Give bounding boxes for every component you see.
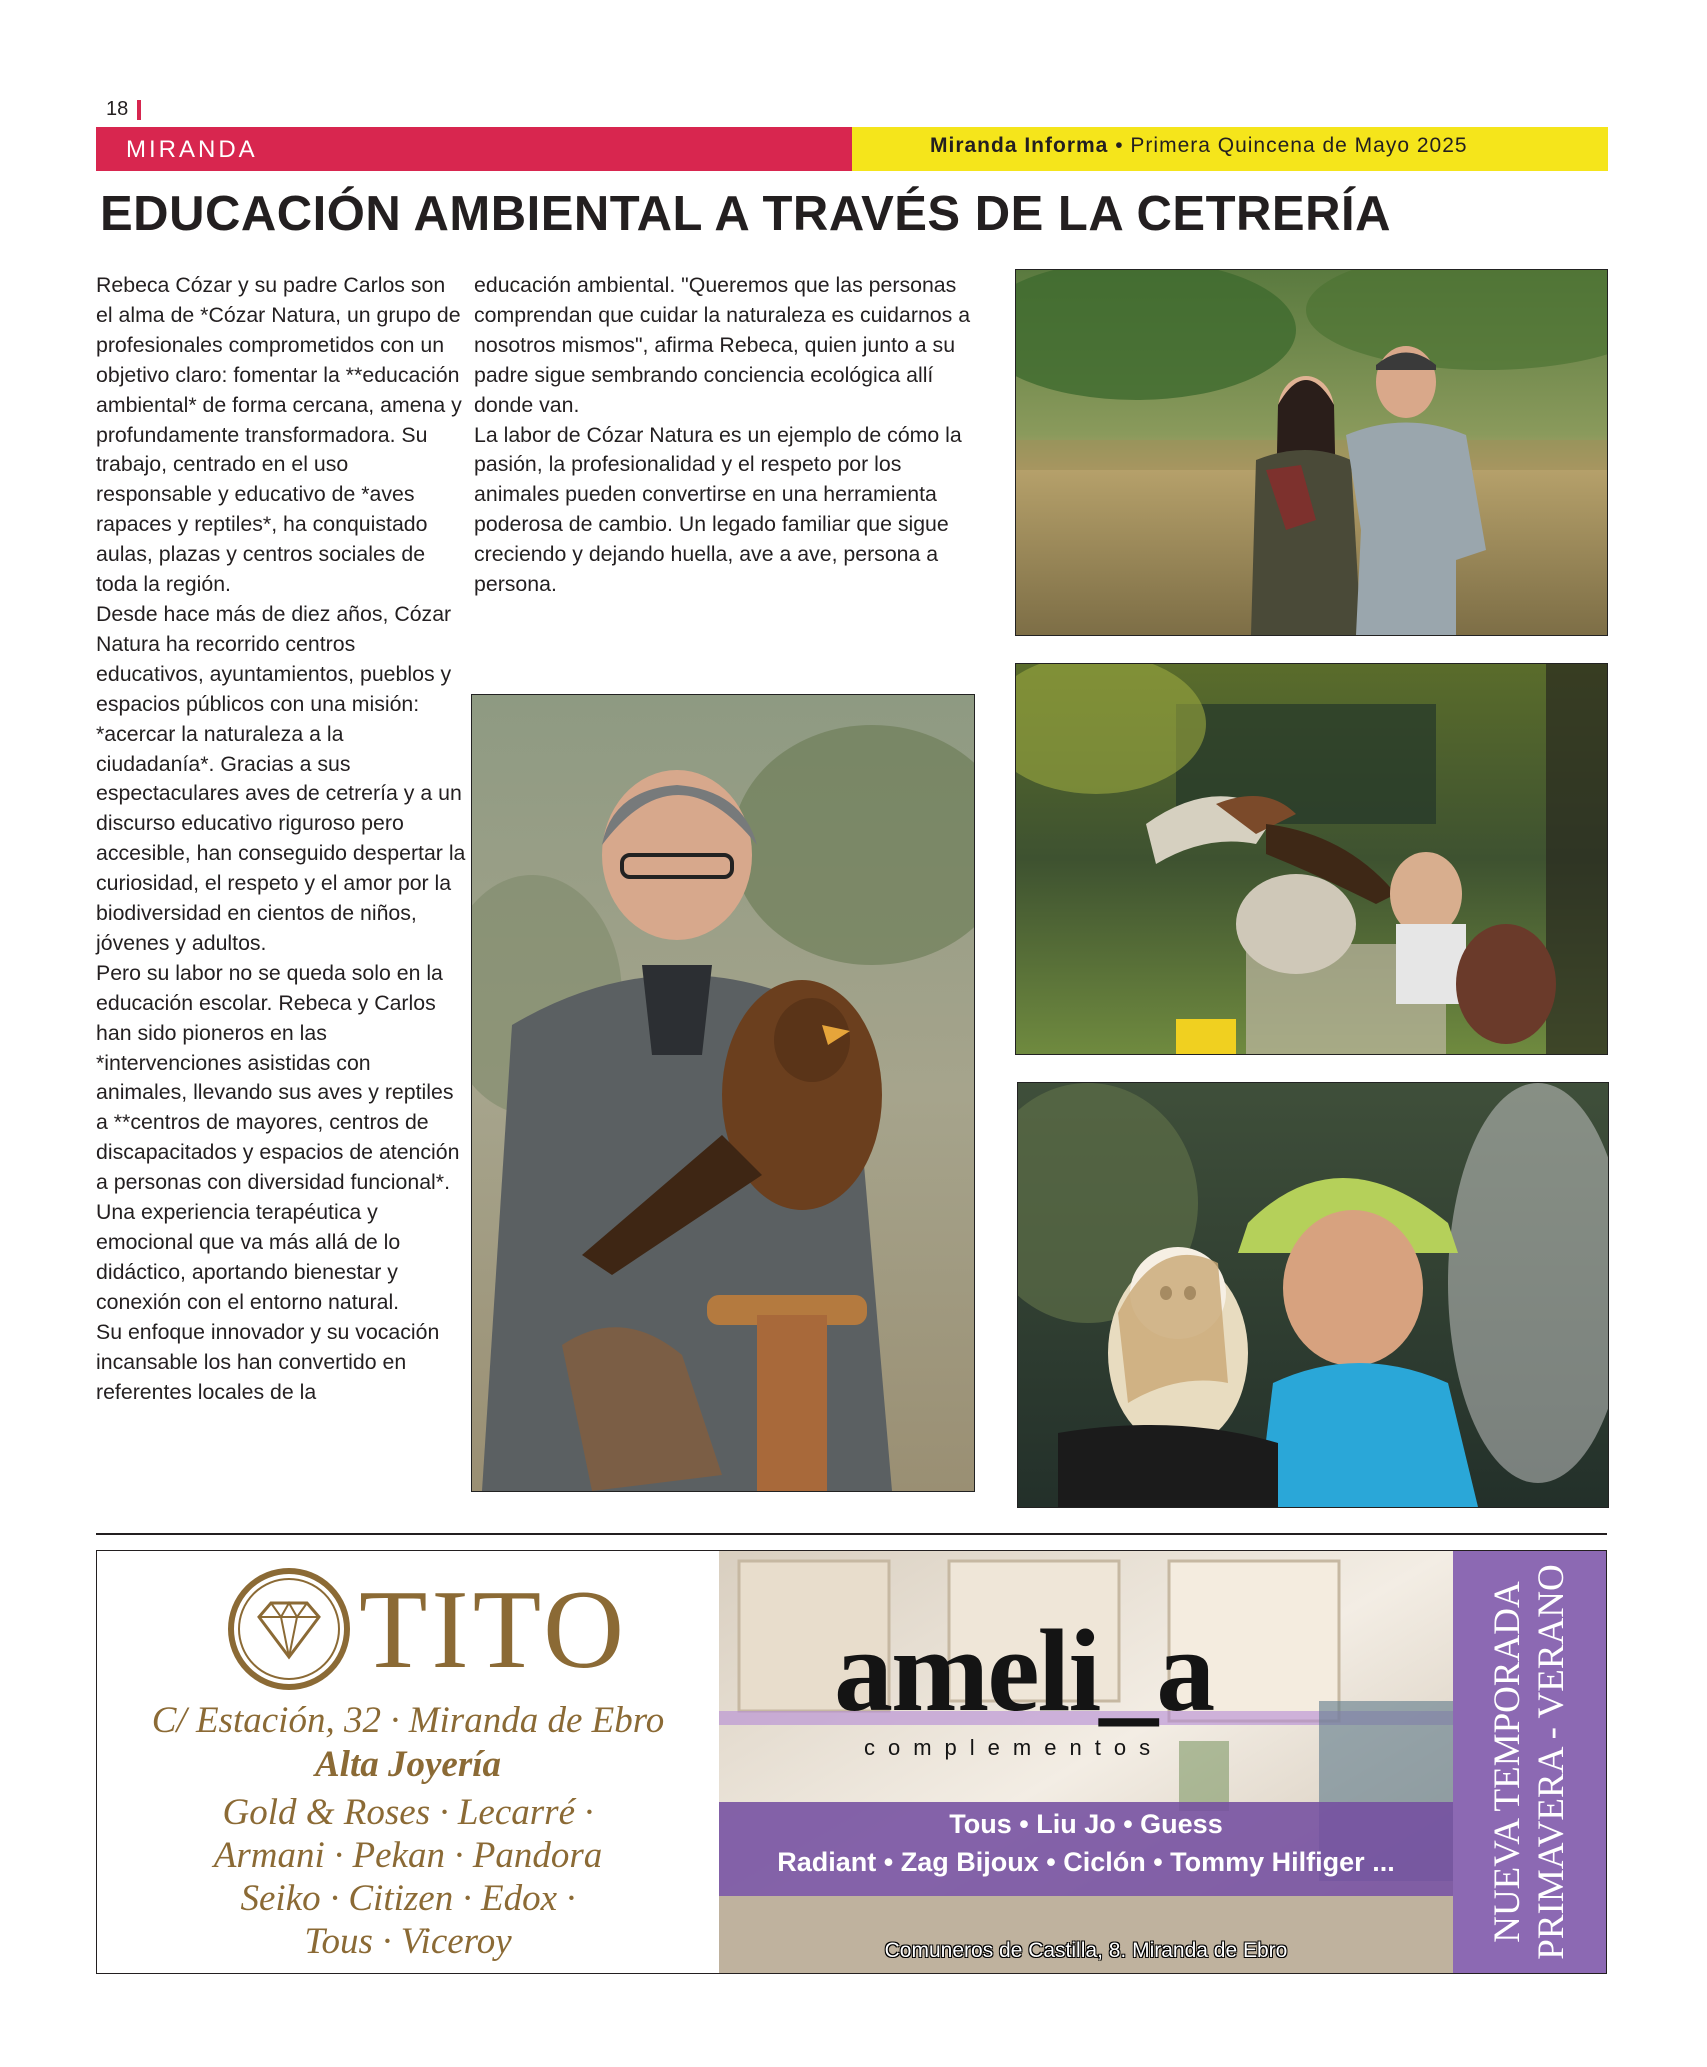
tito-brand-name: TITO bbox=[359, 1568, 628, 1692]
amelia-subtitle: complementos bbox=[864, 1735, 1164, 1760]
season-text bbox=[1486, 1564, 1574, 1959]
paragraph: Su enfoque innovador y su vocación incansable los han convertido en referentes locales de la bbox=[96, 1319, 440, 1404]
tito-tagline: Alta Joyería bbox=[314, 1744, 501, 1785]
page-number: 18 bbox=[106, 98, 129, 120]
paragraph: Rebeca Cózar y su padre Carlos son el alma de *Cózar Natura, un grupo de profesionales comprometidos con un objetivo claro: fomentar la **educación ambiental* de forma cercana, amena y profundamente transformadora. Su trabajo, centrado en el uso responsable y educativo de *aves rapaces y reptiles*, ha conquistado aulas, plazas y centros sociales de toda la región. bbox=[96, 273, 462, 597]
season-text-wrapper bbox=[1453, 1551, 1607, 1973]
publication-line bbox=[930, 134, 1468, 158]
amelia-brands-line: Radiant • Zag Bijoux • Ciclón • Tommy Hilfiger ... bbox=[777, 1847, 1395, 1877]
tito-brands-line: Tous · Viceroy bbox=[304, 1921, 512, 1962]
section-label: MIRANDA bbox=[126, 136, 258, 163]
article-column-1 bbox=[96, 271, 466, 1407]
paragraph: La labor de Cózar Natura es un ejemplo de cómo la pasión, la profesionalidad y el respeto por los animales pueden convertirse en una herramienta poderosa de cambio. Un legado familiar que sigue creciendo y dejando huella, ave a ave, persona a persona. bbox=[474, 422, 962, 597]
article-headline: EDUCACIÓN AMBIENTAL A TRAVÉS DE LA CETRERÍA bbox=[100, 187, 1391, 241]
amelia-brands-line: Tous • Liu Jo • Guess bbox=[949, 1809, 1223, 1839]
paragraph: Pero su labor no se queda solo en la educación escolar. Rebeca y Carlos han sido pioneros en las *intervenciones asistidas con animales, llevando sus aves y reptiles a **centros de mayores, centros de discapacitados y espacios de atención a personas con diversidad funcional*. Una experiencia terapéutica y emocional que va más allá de lo didáctico, aportando bienestar y conexión con el entorno natural. bbox=[96, 960, 460, 1314]
tito-advertisement[interactable] bbox=[97, 1551, 719, 1973]
tito-brands-line: Armani · Pekan · Pandora bbox=[213, 1835, 603, 1876]
photo-hawk-in-flight bbox=[1015, 663, 1608, 1055]
section-divider bbox=[96, 1533, 1607, 1535]
publication-separator: • bbox=[1115, 134, 1124, 157]
photo-falconer-with-hawk bbox=[471, 694, 975, 1492]
publication-name: Miranda Informa bbox=[930, 134, 1109, 157]
page-number-marker bbox=[137, 100, 141, 120]
photo-rebeca-and-carlos bbox=[1015, 269, 1608, 636]
paragraph: Desde hace más de diez años, Cózar Natura ha recorrido centros educativos, ayuntamientos, pueblos y espacios públicos con una misión: *acercar la naturaleza a la ciudadanía*. Gracias a sus espectaculares aves de cetrería y a un discurso educativo riguroso pero accesible, han conseguido despertar la curiosidad, el respeto y el amor por la biodiversidad en cientos de niños, jóvenes y adultos. bbox=[96, 601, 466, 955]
tito-address: C/ Estación, 32 · Miranda de Ebro bbox=[151, 1700, 665, 1741]
amelia-logo: ameli_a bbox=[834, 1605, 1214, 1736]
tito-brands-line: Seiko · Citizen · Edox · bbox=[240, 1878, 576, 1919]
season-line: NUEVA TEMPORADA bbox=[1487, 1581, 1528, 1943]
photo-couple-illustration bbox=[1016, 270, 1607, 635]
amelia-address: Comuneros de Castilla, 8. Miranda de Ebro bbox=[884, 1939, 1288, 1962]
photo-falconer-illustration bbox=[472, 695, 974, 1491]
issue-date: Primera Quincena de Mayo 2025 bbox=[1130, 134, 1468, 157]
diamond-icon bbox=[225, 1565, 353, 1693]
photo-girl-with-owl bbox=[1017, 1082, 1609, 1508]
advertisement-strip bbox=[96, 1550, 1607, 1974]
paragraph: educación ambiental. "Queremos que las personas comprendan que cuidar la naturaleza es cuidarnos a nosotros mismos", afirma Rebeca, quien junto a su padre sigue sembrando conciencia ecológica allí donde van. bbox=[474, 273, 971, 417]
tito-brands-line: Gold & Roses · Lecarré · bbox=[222, 1792, 594, 1833]
article-column-2 bbox=[474, 271, 974, 600]
amelia-season-banner bbox=[1453, 1551, 1607, 1973]
season-line: PRIMAVERA - VERANO bbox=[1531, 1564, 1572, 1960]
photo-hawk-illustration bbox=[1016, 664, 1607, 1054]
amelia-advertisement[interactable] bbox=[719, 1551, 1453, 1973]
photo-owl-illustration bbox=[1018, 1083, 1608, 1507]
